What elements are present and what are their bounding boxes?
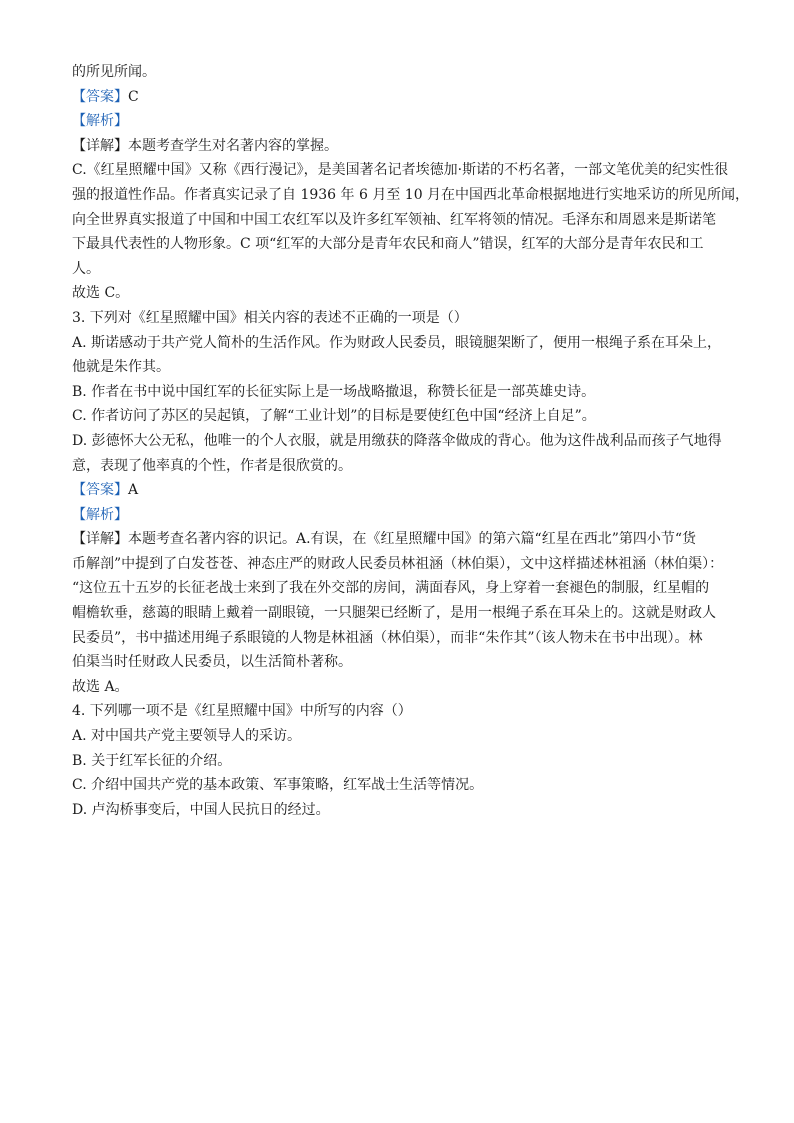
detail-label: 【详解】 — [72, 137, 128, 154]
answer-value: C — [128, 88, 139, 105]
detail-line — [72, 527, 722, 552]
answer-label: 【答案】 — [72, 482, 128, 499]
question-4-option-a: A. 对中国共产党主要领导人的采访。 — [72, 728, 302, 745]
question-3-option-b: B. 作者在书中说中国红军的长征实际上是一场战略撤退，称赞长征是一部英雄史诗。 — [72, 383, 596, 400]
answer-value: A — [128, 482, 139, 499]
explanation-line: 强的报道性作品。作者真实记录了自 1936 年 6 月至 10 月在中国西北革命根据地进行实地采访的所见所闻， — [72, 186, 750, 203]
explanation-line: “这位五十五岁的长征老战士来到了我在外交部的房间，满面春风，身上穿着一套褪色的制服，红星帽的 — [72, 580, 710, 597]
question-3-option-d-cont: 意，表现了他率真的个性，作者是很欣赏的。 — [72, 457, 352, 474]
explanation-line: 伯渠当时任财政人民委员，以生活简朴著称。 — [72, 654, 352, 671]
question-3-option-a: A. 斯诺感动于共产党人简朴的生活作风。作为财政人民委员，眼镜腿架断了，便用一根绳子系在耳朵上， — [72, 334, 722, 351]
detail-label: 【详解】 — [72, 531, 128, 548]
continuation-text: 的所见所闻。 — [72, 64, 156, 80]
explanation-line: 帽檐软垂，慈蔼的眼睛上戴着一副眼镜，一只腿架已经断了，是用一根绳子系在耳朵上的。这就是财政人 — [72, 605, 716, 622]
analysis-label: 【解析】 — [72, 113, 128, 130]
document-page — [72, 60, 750, 822]
detail-line — [72, 134, 722, 159]
explanation-line: 民委员”，书中描述用绳子系眼镜的人物是林祖涵（林伯渠），而非“朱作其”（该人物未在书中出现）。林 — [72, 629, 703, 646]
question-4-option-b: B. 关于红军长征的介绍。 — [72, 752, 232, 769]
answer-line — [72, 478, 722, 503]
conclusion-text: 故选 C。 — [72, 285, 130, 302]
answer-label: 【答案】 — [72, 88, 128, 105]
conclusion-text: 故选 A。 — [72, 678, 129, 695]
question-3-option-a-cont: 他就是朱作其。 — [72, 359, 170, 376]
question-3-option-d: D. 彭德怀大公无私，他唯一的个人衣服，就是用缴获的降落伞做成的背心。他为这件战利品而孩子气地得 — [72, 432, 722, 449]
detail-text: 本题考查学生对名著内容的掌握。 — [128, 137, 338, 154]
explanation-line: 币解剖”中提到了白发苍苍、神态庄严的财政人民委员林祖涵（林伯渠），文中这样描述林祖涵（林伯渠）： — [72, 555, 724, 572]
explanation-line: 向全世界真实报道了中国和中国工农红军以及许多红军领袖、红军将领的情况。毛泽东和周恩来是斯诺笔 — [72, 211, 716, 228]
analysis-label: 【解析】 — [72, 506, 128, 523]
question-4-option-d: D. 卢沟桥事变后，中国人民抗日的经过。 — [72, 801, 330, 818]
question-4-option-c: C. 介绍中国共产党的基本政策、军事策略，红军战士生活等情况。 — [72, 777, 484, 794]
question-3-option-c: C. 作者访问了苏区的吴起镇，了解“工业计划”的目标是要使红色中国“经济上自足”。 — [72, 408, 596, 425]
question-4-stem: 4. 下列哪一项不是《红星照耀中国》中所写的内容（） — [72, 703, 412, 720]
explanation-line: C.《红星照耀中国》又称《西行漫记》，是美国著名记者埃德加·斯诺的不朽名著，一部文笔优美的纪实性很 — [72, 162, 729, 179]
answer-line — [72, 85, 722, 110]
explanation-line: 人。 — [72, 260, 100, 277]
explanation-line: 下最具代表性的人物形象。C 项“红军的大部分是青年农民和商人”错误，红军的大部分是青年农民和工 — [72, 236, 704, 253]
question-3-stem: 3. 下列对《红星照耀中国》相关内容的表述不正确的一项是（） — [72, 309, 468, 326]
detail-text: 本题考查名著内容的识记。A.有误，在《红星照耀中国》的第六篇“红星在西北”第四小节“货 — [128, 531, 697, 548]
